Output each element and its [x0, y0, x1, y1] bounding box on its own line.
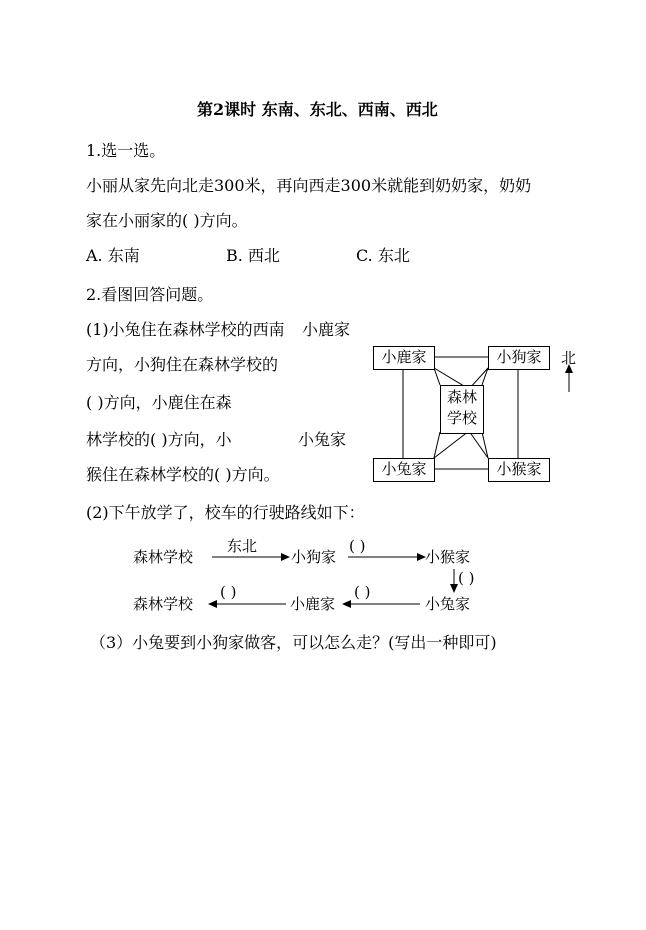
q2-part1-line4-tail: 小兔家 — [298, 430, 347, 449]
map-dog-home: 小狗家 — [488, 346, 550, 370]
q2-part3-text: （3）小兔要到小狗家做客，可以怎么走？(写出一种即可) — [90, 633, 497, 652]
north-label: 北 — [561, 349, 577, 367]
route-blank-dog-to-monkey: ( ) — [349, 537, 366, 555]
page-title: 第2课时 东南、东北、西南、西北 — [197, 100, 438, 119]
route-end-school: 森林学校 — [133, 595, 194, 613]
map-deer-home: 小鹿家 — [373, 346, 435, 370]
q2-part1-line1: (1)小兔住在森林学校的西南 — [86, 320, 285, 339]
map-rabbit-home: 小兔家 — [373, 458, 435, 482]
route-label-northeast: 东北 — [227, 537, 258, 555]
q2-part1-line5: 猴住在森林学校的( )方向。 — [86, 465, 280, 484]
route-blank-deer-to-school: ( ) — [220, 583, 237, 601]
q2-part1-line3: ( )方向，小鹿住在森 — [86, 393, 232, 412]
map-monkey-home: 小猴家 — [488, 458, 550, 482]
q1-option-c: C. 东北 — [356, 246, 410, 265]
route-blank-rabbit-to-deer: ( ) — [354, 583, 371, 601]
route-rabbit-home: 小兔家 — [425, 595, 471, 613]
route-start-school: 森林学校 — [133, 548, 194, 566]
q1-text-line1: 小丽从家先向北走300米，再向西走300米就能到奶奶家，奶奶 — [86, 176, 532, 195]
map-school-label-line1: 森林 — [446, 388, 477, 406]
route-blank-monkey-to-rabbit: ( ) — [458, 569, 475, 587]
route-deer-home: 小鹿家 — [290, 595, 336, 613]
q2-part2-heading: (2)下午放学了，校车的行驶路线如下： — [86, 503, 365, 522]
q1-heading: 1.选一选。 — [86, 141, 166, 160]
q1-option-b: B. 西北 — [226, 246, 280, 265]
map-forest-school — [440, 385, 484, 434]
q1-option-a: A. 东南 — [86, 246, 140, 265]
route-monkey-home: 小猴家 — [425, 548, 471, 566]
q2-part1-line2: 方向，小狗住在森林学校的 — [86, 355, 279, 374]
route-dog-home: 小狗家 — [291, 548, 337, 566]
q2-part1-line4: 林学校的( )方向，小 — [86, 430, 232, 449]
q1-text-line2: 家在小丽家的( )方向。 — [86, 211, 248, 230]
map-school-label-line2: 学校 — [446, 409, 477, 427]
q2-part1-line1-tail: 小鹿家 — [302, 320, 351, 339]
q2-heading: 2.看图回答问题。 — [86, 285, 214, 304]
